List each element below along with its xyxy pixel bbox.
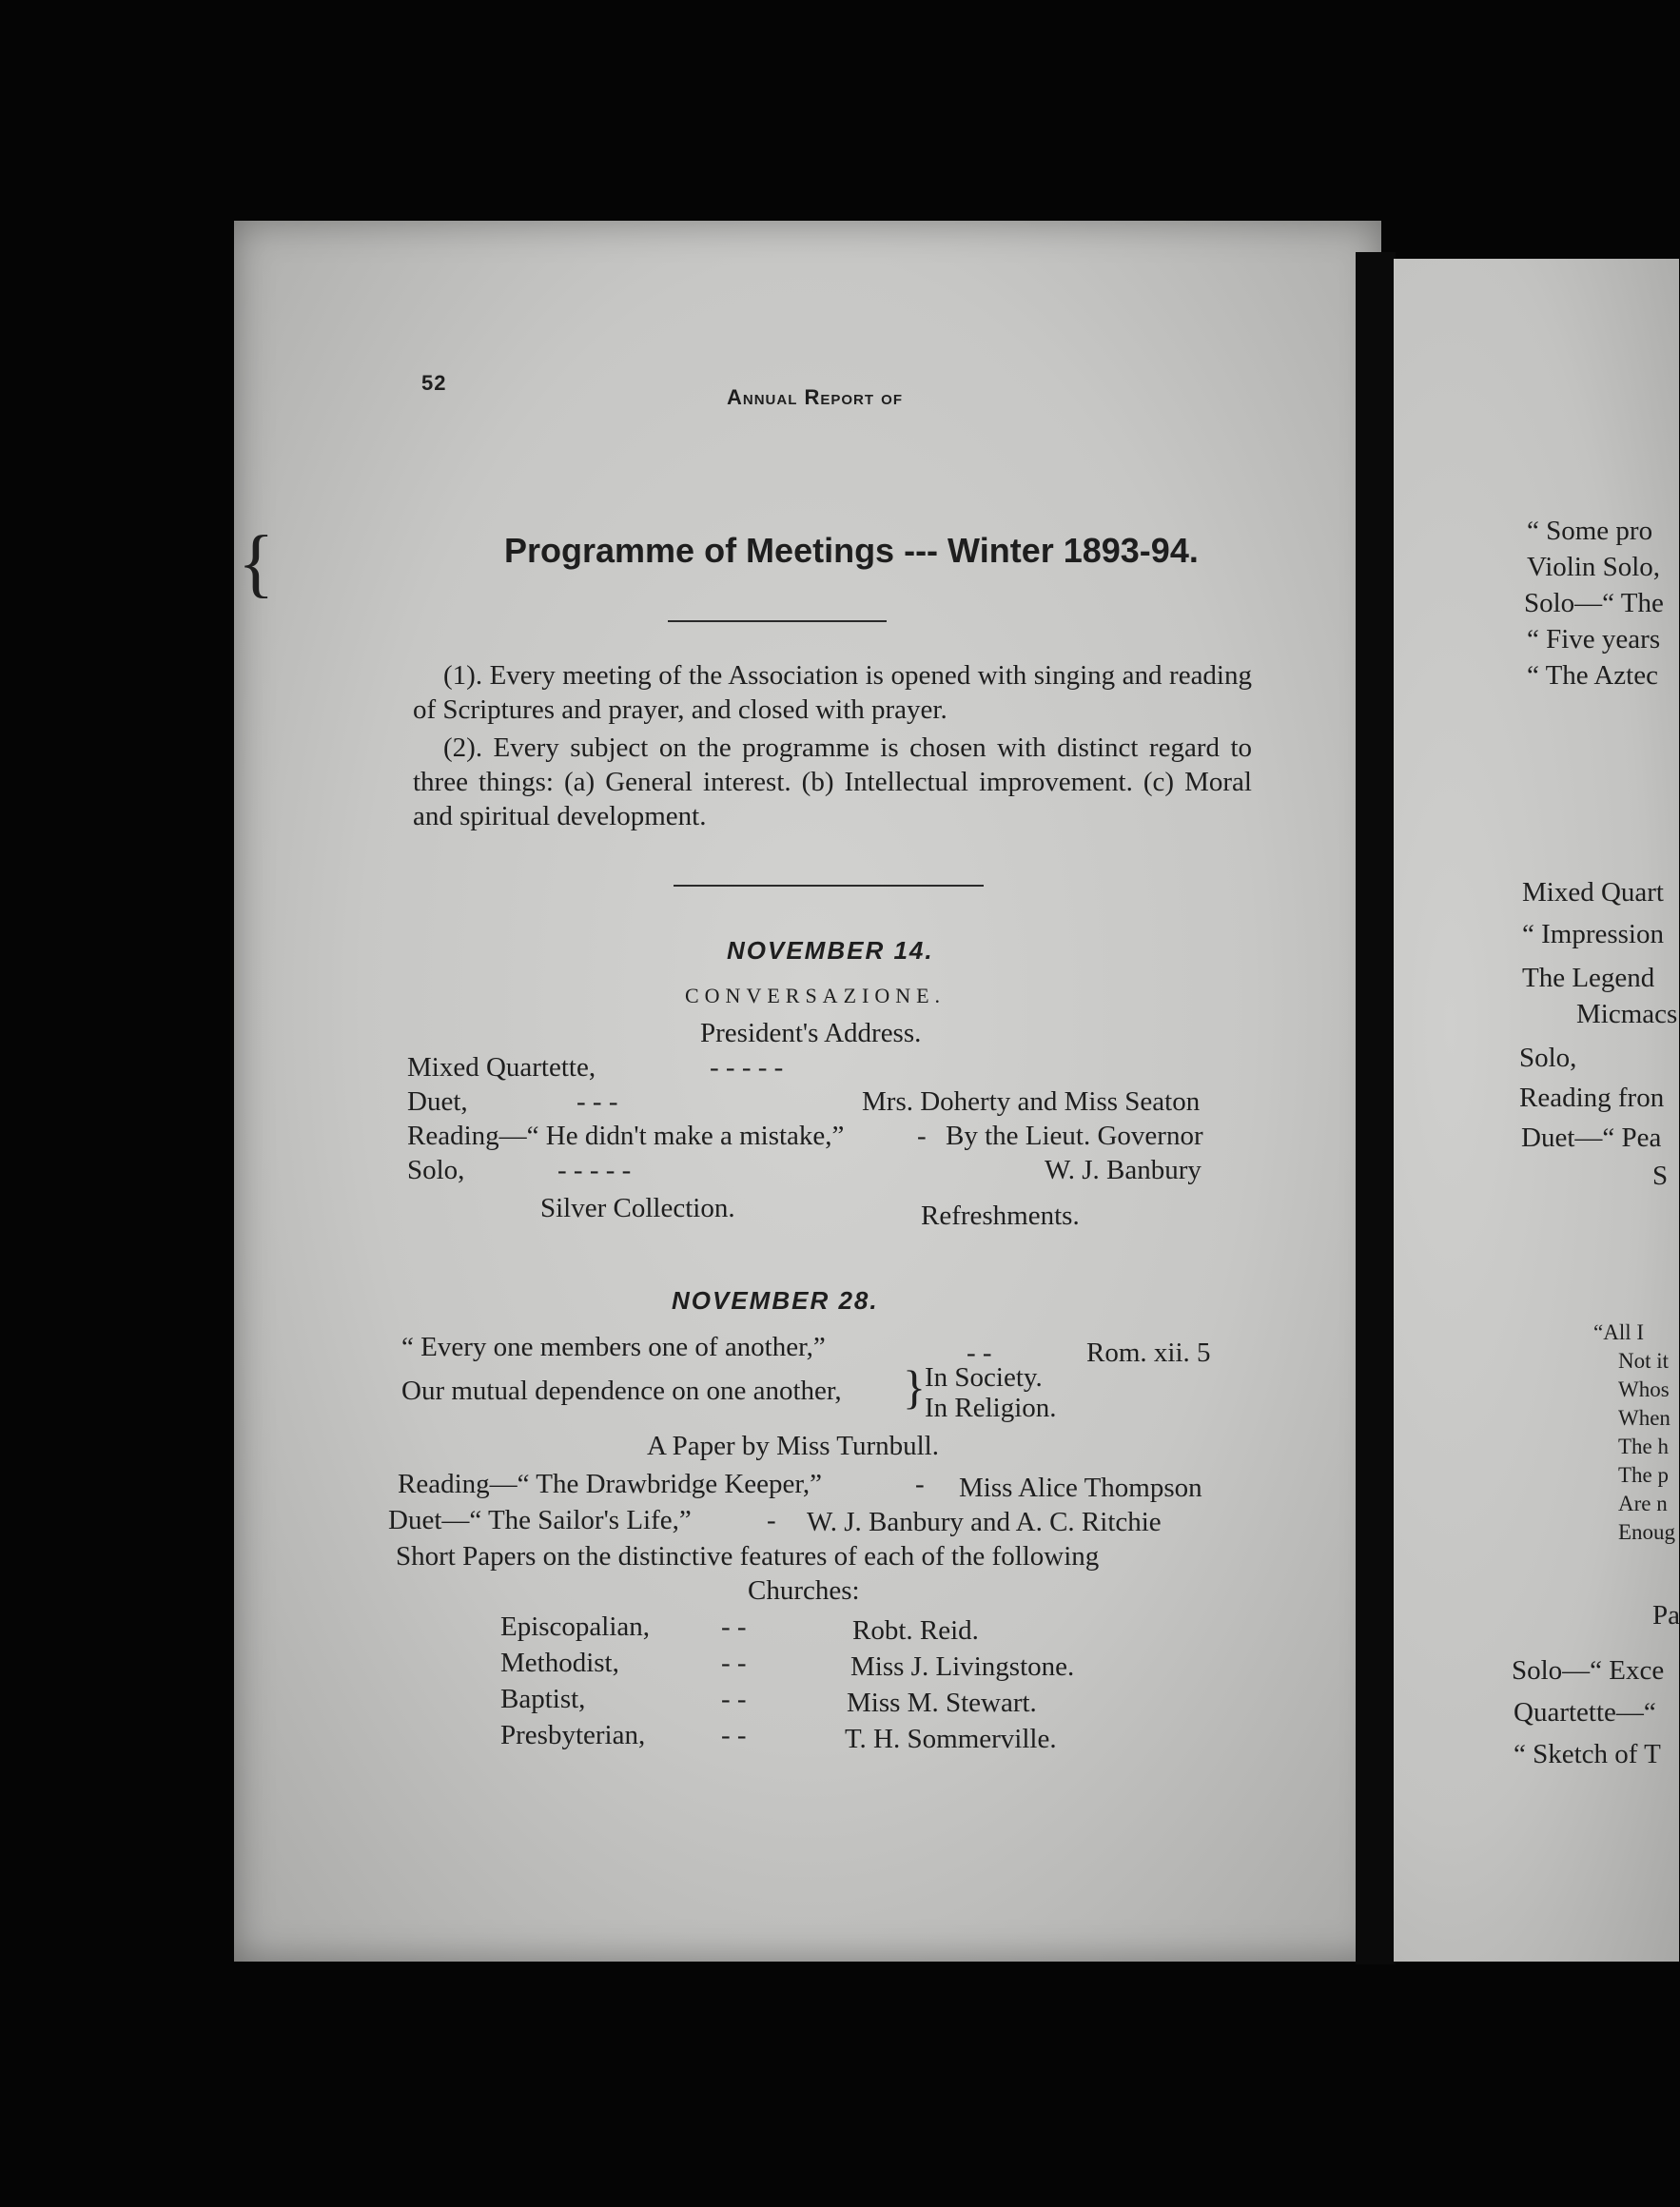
right-line: Micmacs (1576, 999, 1678, 1029)
right-line: Duet—“ Pea (1521, 1123, 1662, 1153)
nov14-item-performer: W. J. Banbury (1045, 1155, 1201, 1185)
conversazione-subtitle: CONVERSAZIONE. (685, 984, 947, 1007)
duet-leader: - (767, 1505, 776, 1535)
reading-label: Reading—“ The Drawbridge Keeper,” (398, 1469, 823, 1499)
right-line: “ Some pro (1527, 516, 1653, 546)
refreshments: Refreshments. (921, 1201, 1080, 1231)
scripture-text: “ Every one members one of another,” (401, 1332, 826, 1362)
right-page (1394, 259, 1679, 1962)
poem-line: The h (1618, 1435, 1670, 1458)
right-line: Mixed Quart (1522, 877, 1664, 908)
duet-performers: W. J. Banbury and A. C. Ritchie (807, 1507, 1162, 1537)
date-heading-nov28: NOVEMBER 28. (672, 1286, 879, 1315)
date-heading-nov14: NOVEMBER 14. (727, 936, 934, 965)
page-number: 52 (421, 371, 447, 395)
nov14-item-performer: By the Lieut. Governor (946, 1121, 1203, 1151)
right-line: Pa (1652, 1600, 1680, 1631)
nov14-item-leader: - - - - - (557, 1155, 632, 1185)
paper-by: A Paper by Miss Turnbull. (647, 1431, 939, 1461)
reading-performer: Miss Alice Thompson (959, 1473, 1202, 1503)
poem-line: “All I (1593, 1320, 1645, 1344)
right-line: “ Sketch of T (1514, 1739, 1661, 1769)
church-speaker: Miss M. Stewart. (847, 1688, 1037, 1718)
poem-line: Whos (1618, 1377, 1670, 1401)
margin-bracket: { (238, 521, 275, 605)
nov14-item-label: Duet, (407, 1086, 468, 1117)
right-line: S (1652, 1161, 1669, 1191)
church-speaker: Miss J. Livingstone. (850, 1651, 1075, 1682)
nov14-item-leader: - - - - - (710, 1052, 784, 1083)
poem-line: The p (1618, 1463, 1670, 1487)
poem-line: Are n (1618, 1492, 1668, 1515)
presidents-address: President's Address. (700, 1018, 922, 1048)
nov14-item-leader: - - - (576, 1086, 618, 1117)
silver-collection: Silver Collection. (540, 1193, 735, 1223)
right-line: Solo, (1519, 1043, 1577, 1073)
nov14-item-label: Mixed Quartette, (407, 1052, 596, 1083)
right-line: Quartette—“ (1514, 1697, 1656, 1728)
nov14-item-label: Reading—“ He didn't make a mistake,” (407, 1121, 845, 1151)
page-gutter (1356, 252, 1396, 1964)
reading-leader: - (915, 1469, 925, 1499)
right-line: Solo—“ The (1524, 588, 1664, 618)
duet-label: Duet—“ The Sailor's Life,” (388, 1505, 692, 1535)
right-line: “ Impression (1522, 919, 1664, 949)
right-line: Solo—“ Exce (1512, 1655, 1665, 1686)
church-name: Presbyterian, (500, 1720, 646, 1750)
church-leader: - - (721, 1648, 747, 1678)
intro-rule-1: (1). Every meeting of the Association is opened with singing and reading of Scriptures and prayer, and closed with prayer. (413, 660, 1252, 725)
scripture-reference: Rom. xii. 5 (1086, 1338, 1211, 1368)
subject-line: Our mutual dependence on one another, (401, 1376, 842, 1406)
short-papers-line: Short Papers on the distinctive features of each of the following (396, 1541, 1100, 1572)
page-title: Programme of Meetings --- Winter 1893-94. (504, 531, 1199, 570)
nov14-item-performer: Mrs. Doherty and Miss Seaton (862, 1086, 1201, 1117)
church-name: Episcopalian, (500, 1611, 651, 1642)
church-speaker: T. H. Sommerville. (845, 1724, 1057, 1754)
poem-line: Not it (1618, 1349, 1670, 1373)
subject-society: In Society. (925, 1362, 1043, 1393)
nov14-item-label: Solo, (407, 1155, 465, 1185)
section-rule (674, 885, 984, 887)
nov14-item-leader: - (917, 1121, 927, 1151)
right-line: “ The Aztec (1527, 660, 1658, 691)
right-line: “ Five years (1527, 624, 1661, 654)
left-page (234, 221, 1381, 1962)
church-leader: - - (721, 1720, 747, 1750)
intro-rule-2: (2). Every subject on the programme is chosen with distinct regard to three things: (a) General interest. (b) Intellectual improvement. (c) Moral and spiritual development. (413, 732, 1252, 831)
poem-line: When (1618, 1406, 1670, 1430)
church-leader: - - (721, 1684, 747, 1714)
subject-religion: In Religion. (925, 1393, 1057, 1423)
church-leader: - - (721, 1611, 747, 1642)
church-name: Methodist, (500, 1648, 619, 1678)
right-line: Reading fron (1519, 1083, 1665, 1113)
right-line: Violin Solo, (1527, 552, 1661, 582)
churches-label: Churches: (748, 1575, 860, 1606)
poem-line: Enoug (1618, 1520, 1676, 1544)
church-speaker: Robt. Reid. (852, 1615, 979, 1646)
running-title: Annual Report of (727, 385, 903, 409)
title-rule (668, 620, 887, 622)
scripture-leader: - - (967, 1338, 992, 1368)
brace: } (903, 1360, 926, 1414)
right-line: The Legend (1522, 963, 1655, 993)
church-name: Baptist, (500, 1684, 586, 1714)
